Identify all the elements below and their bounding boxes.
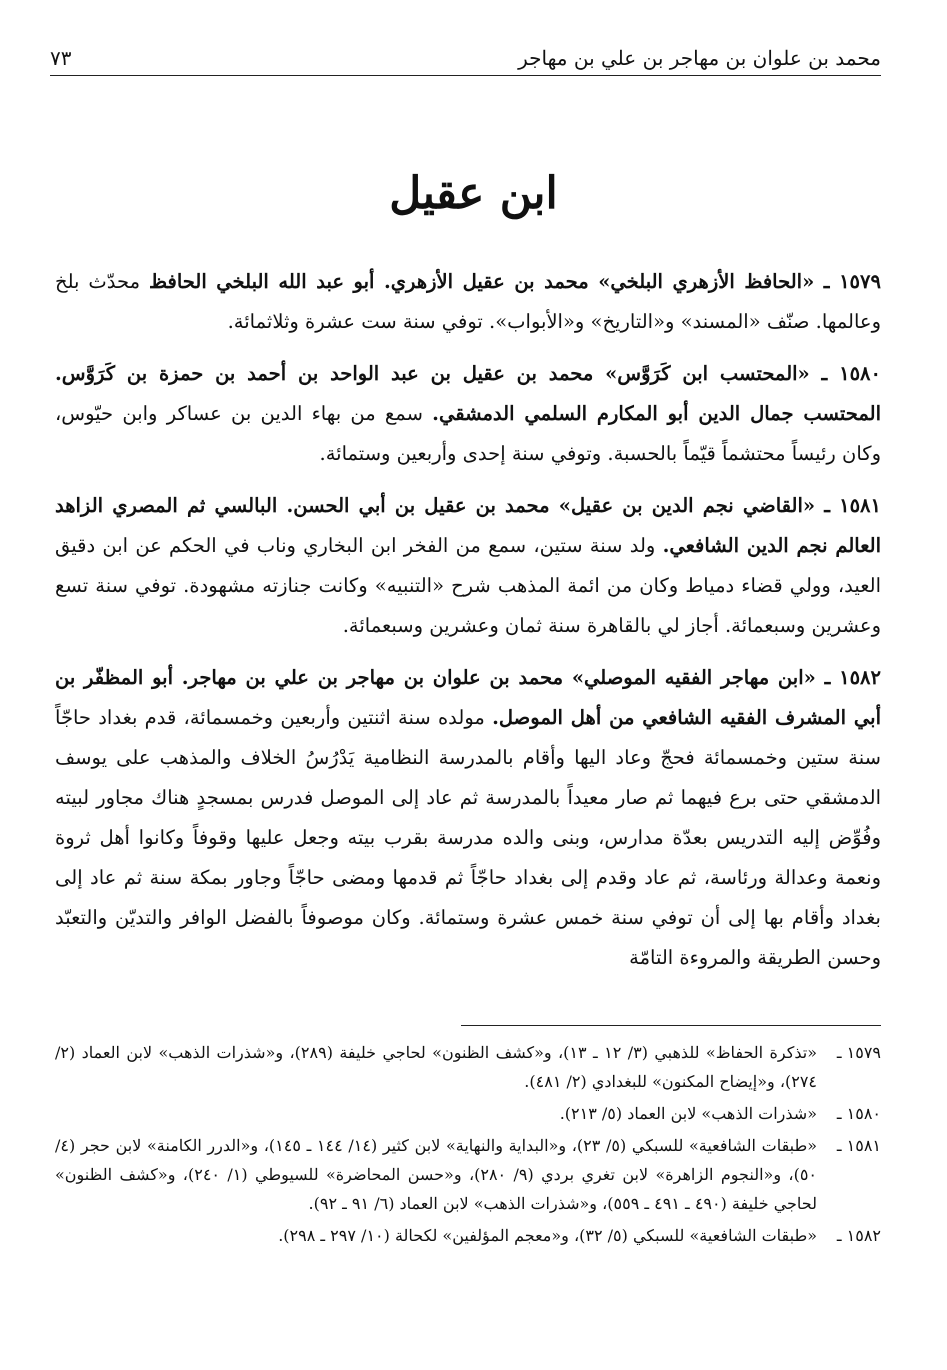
entries: [55, 262, 881, 990]
footnote-text: «تذكرة الحفاظ» للذهبي (٣/ ١٢ ـ ١٣)، و«كشف الظنون» لحاجي خليفة (٢٨٩)، و«شذرات الذهب» لابن العماد (٢/ ٢٧٤)، و«إيضاح المكنون» للبغدادي (٢/ ٤٨١).: [55, 1043, 817, 1091]
footnote-text: «طبقات الشافعية» للسبكي (٥/ ٢٣)، و«البداية والنهاية» لابن كثير (١٤/ ١٤٤ ـ ١٤٥)، و«الدرر الكامنة» لابن حجر (٤/ ٥٠)، و«النجوم الزاهرة» لابن تغري بردي (٩/ ٢٨٠)، و«حسن المحاضرة» للسيوطي (١/ ٢٤٠)، و«كشف الظنون» لحاجي خليفة (٤٩٠ ـ ٤٩١ ـ ٥٥٩)، و«شذرات الذهب» لابن العماد (٦/ ٩١ ـ ٩٢).: [55, 1136, 818, 1213]
footnote-number: ١٥٨١ ـ: [836, 1136, 881, 1155]
footnote-1580: [55, 1099, 881, 1128]
entry-heading: ١٥٨٠ ـ «المحتسب ابن كَرَوَّس» محمد بن عقيل بن عبد الواحد بن أحمد بن حمزة بن كَرَوَّس. المحتسب جمال الدين أبو المكارم السلمي الدمشقي.: [55, 362, 881, 425]
footnote-1579: [55, 1038, 881, 1096]
entry-body: ولد سنة ستين، سمع من الفخر ابن البخاري وناب في الحكم عن ابن دقيق العيد، وولي قضاء دمياط وكان من ائمة المذهب شرح «التنبيه» وكانت جنازته مشهودة. توفي سنة تسع وعشرين وسبعمائة. أجاز لي بالقاهرة سنة ثمان وعشرين وسبعمائة.: [55, 534, 881, 637]
entry-1581: [55, 486, 881, 646]
entry-body: مولده سنة اثنتين وأربعين وخمسمائة، قدم بغداد حاجّاً سنة ستين وخمسمائة فحجّ وعاد اليها وأقام بالمدرسة النظامية يَدْرُسُ الخلاف والمذهب على يوسف الدمشقي حتى برع فيهما ثم صار معيداً بالمدرسة ثم عاد إلى الموصل فدرس بمسجدٍ هناك مجاور لبيته وفُوِّض إليه التدريس بعدّة مدارس، وبنى والده مدرسة بقرب بيته وجعل عليها وقوفاً وكانوا أهل ثروة ونعمة وعدالة ورئاسة، ثم عاد وقدم إلى بغداد حاجّاً ثم قدمها ومضى حاجّاً وجاور بمكة سنة ثم عاد إلى بغداد وأقام بها إلى أن توفي سنة خمس عشرة وستمائة. وكان موصوفاً بالفضل الوافر والتديّن والتعبّد وحسن الطريقة والمروءة التامّة: [55, 706, 881, 969]
entry-1582: [55, 658, 881, 978]
entry-heading: ١٥٨١ ـ «القاضي نجم الدين بن عقيل» محمد بن عقيل بن أبي الحسن. البالسي ثم المصري الزاهد العالم نجم الدين الشافعي.: [55, 494, 881, 557]
section-title: ابن عقيل: [389, 168, 558, 219]
running-head: [50, 40, 881, 76]
footnote-number: ١٥٧٩ ـ: [836, 1043, 881, 1062]
entry-1579: [55, 262, 881, 342]
footnote-number: ١٥٨٢ ـ: [836, 1226, 881, 1245]
footnote-number: ١٥٨٠ ـ: [836, 1104, 881, 1123]
entry-body: سمع من بهاء الدين بن عساكر وابن حيّوس، وكان رئيساً محتشماً قيّماً بالحسبة. وتوفي سنة إحدى وأربعين وستمائة.: [55, 402, 881, 465]
running-title: محمد بن علوان بن مهاجر بن علي بن مهاجر: [518, 45, 881, 70]
footnote-divider: [461, 1025, 881, 1026]
entry-heading: ١٥٨٢ ـ «ابن مهاجر الفقيه الموصلي» محمد بن علوان بن مهاجر بن علي بن مهاجر. أبو المظفّر بن أبي المشرف الفقيه الشافعي من أهل الموصل.: [55, 666, 881, 729]
footnotes: [55, 1038, 881, 1253]
page-number: ٧٣: [50, 45, 72, 70]
footnote-1581: [55, 1131, 881, 1218]
entry-heading: ١٥٧٩ ـ «الحافظ الأزهري البلخي» محمد بن عقيل الأزهري. أبو عبد الله البلخي الحافظ: [149, 270, 881, 293]
footnote-text: «طبقات الشافعية» للسبكي (٥/ ٣٢)، و«معجم المؤلفين» لكحالة (١٠/ ٢٩٧ ـ ٢٩٨).: [278, 1226, 817, 1245]
footnote-1582: [55, 1221, 881, 1250]
entry-body: محدّث بلخ وعالمها. صنّف «المسند» و«التاريخ» و«الأبواب». توفي سنة ست عشرة وثلاثمائة.: [55, 270, 881, 333]
footnote-text: «شذرات الذهب» لابن العماد (٥/ ٢١٣).: [559, 1104, 817, 1123]
entry-1580: [55, 354, 881, 474]
